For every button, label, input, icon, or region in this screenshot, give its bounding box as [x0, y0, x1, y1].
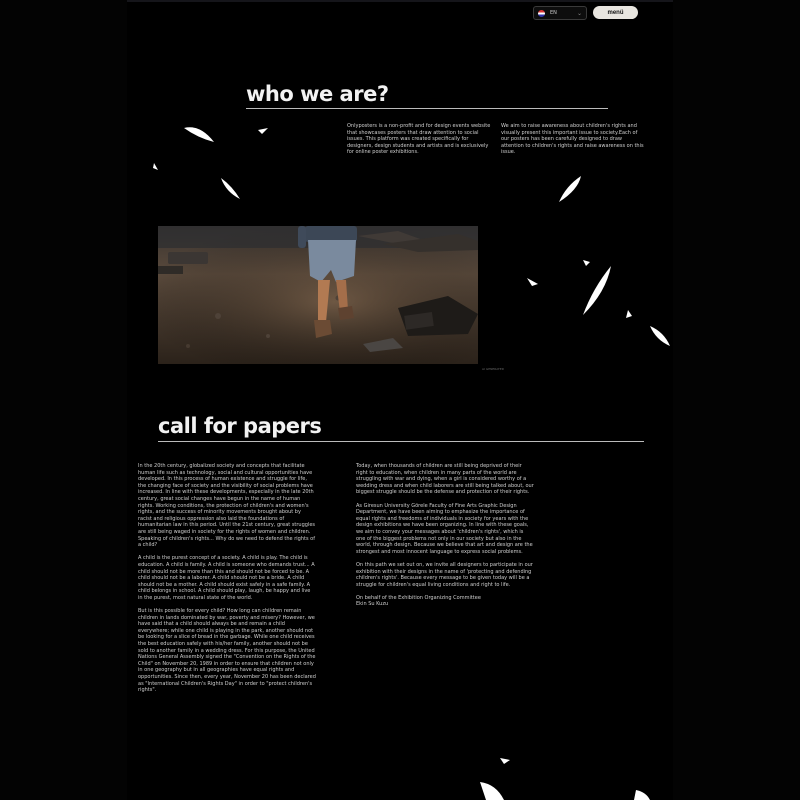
call-paragraph: But is this possible for every child? How long can children remain children in lands dominated by war, poverty and misery? However, we have said that a child should always be and remain a child everywhere; while one child is playing in the park, another should not be looking for a slice of bread in the garbage. While one child receives the best education safely with his/her family, another should not be sold to another family in a wedding dress. For this purpose, the United Nations General Assembly signed the "Convention on the Rights of the Child" on November 20, 1989 in order to ensure that children not only in one geography but in all geographies have equal rights and opportunities. Since then, every year, November 20 has been declared as "International Children's Rights Day" in order to "protect children's rights".	[138, 608, 316, 694]
menu-button[interactable]: menü	[593, 6, 638, 19]
call-paragraph: Today, when thousands of children are still being deprived of their right to education, when children in many parts of the world are struggling with war and dying, when a girl is considered worthy of a wedding dress and when child laborers are still being talked about, our biggest struggle should be the defense and protection of their rights.	[356, 463, 534, 496]
call-paragraph: A child is the purest concept of a society. A child is play. The child is education. A child is family. A child is someone who demands trust... A child should not be more than this and should not be forced to be. A child should not be a laborer. A child should not be a bride. A child should not be a mother. A child should exist safely in a safe family. A child belongs in school. A child should play, laugh, be happy and live in the purest, most natural state of the world.	[138, 555, 315, 601]
call-right-column	[356, 463, 534, 615]
language-selector[interactable]	[533, 6, 587, 20]
child-walking-illustration	[158, 226, 478, 364]
top-border	[127, 0, 673, 2]
about-paragraph-2: We aim to raise awareness about children's rights and visually present this important issue to society.Each of our posters has been carefully designed to draw attention to children's rights and raise awareness on this issue.	[501, 123, 644, 156]
who-we-are-heading: who we are?	[246, 82, 389, 106]
call-paragraph: As Giresun University Görele Faculty of Fine Arts Graphic Design Department, we have been aiming to emphasize the importance of equal rights and freedoms of individuals in society for years with the design exhibitions we have been organizing. In line with these goals, we aim to convey your messages about 'children's rights', which is one of the biggest problems not only in our society but also in the world, through design. Because we believe that art and design are the strongest and most innocent language to express social problems.	[356, 502, 533, 555]
divider	[246, 108, 608, 109]
signature-block: On behalf of the Exhibition Organizing Committee Ekin Su Kuzu	[356, 594, 481, 608]
image-credit: AI GENERATED	[482, 367, 505, 371]
call-left-column	[138, 463, 316, 700]
chevron-down-icon: ⌄	[576, 9, 582, 17]
hero-photo	[158, 226, 478, 364]
flag-icon	[538, 10, 545, 17]
divider	[158, 441, 644, 442]
about-paragraph-1: Onlyposters is a non-profit and for design events website that showcases posters that draw attention to social issues. This platform was created specifically for designers, design students and artists and is exclusively for online poster exhibitions.	[347, 123, 491, 156]
call-paragraph: In the 20th century, globalized society and concepts that facilitate human life such as technology, social and cultural opportunities have developed. In this process of human existence and struggle for life, the changing face of society and the visibility of social problems have increased. In line with these developments, especially in the late 20th century, great social changes have begun in the name of human rights. Working conditions, the protection of children's and women's rights, and the success of minority movements brought about by racist and religious oppression also laid the foundations of humanitarian law in this period. Until the 21st century, great struggles are still being waged in society for the rights of women and children. Speaking of children's rights... Why do we need to defend the rights of a child?	[138, 463, 316, 549]
call-for-papers-heading: call for papers	[158, 414, 322, 438]
language-label: EN	[550, 10, 557, 16]
call-paragraph: On this path we set out on, we invite all designers to participate in our exhibition with their designs in the name of 'protecting and defending children's rights'. Because every message to be given today will be a struggle for children's equal living conditions and right to life.	[356, 561, 533, 588]
